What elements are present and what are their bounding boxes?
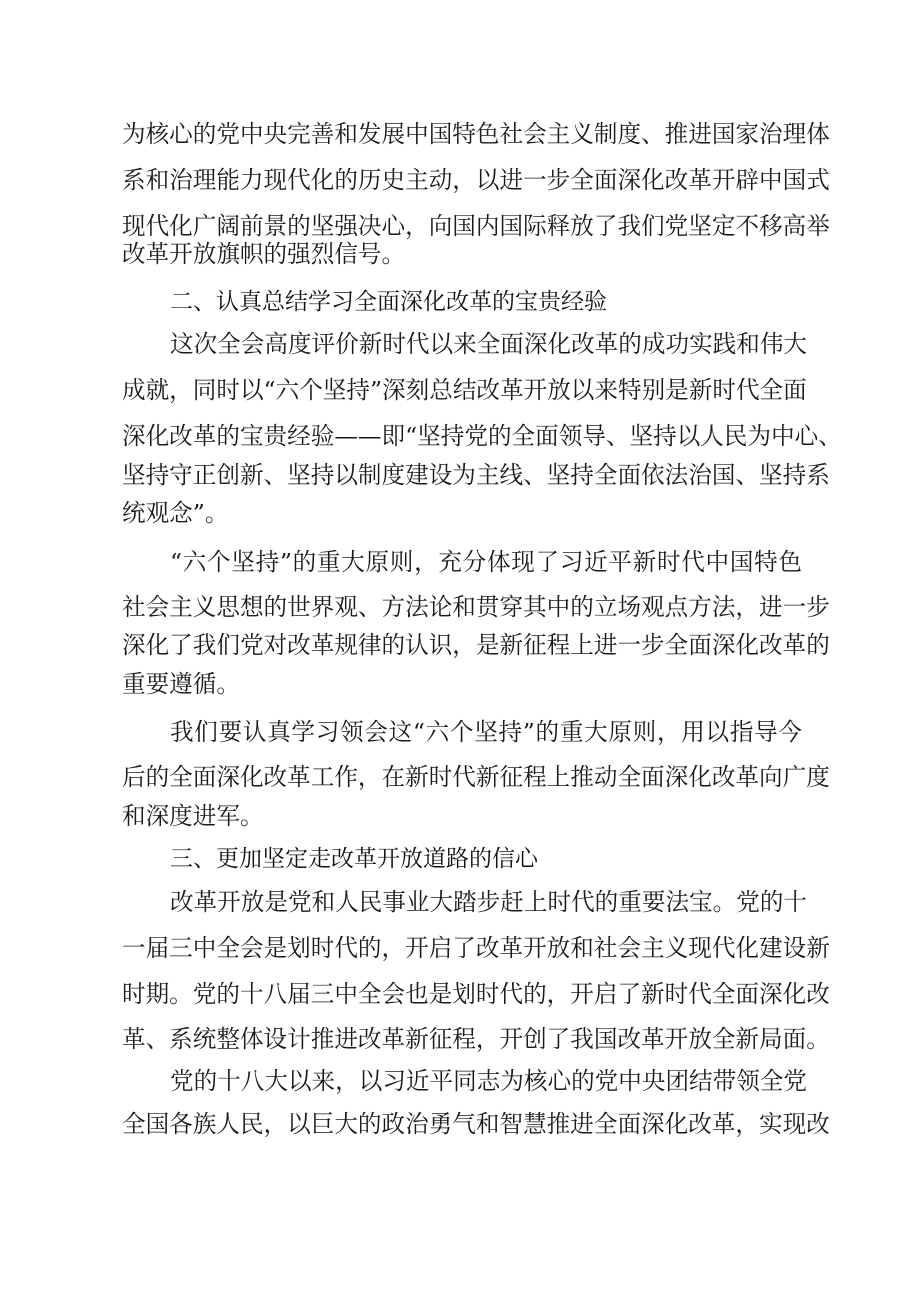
paragraph-line: “六个坚持”的重大原则，充分体现了习近平新时代中国特色 xyxy=(170,548,802,576)
paragraph-line: 深化改革的宝贵经验——即“坚持党的全面领导、坚持以人民为中心、 xyxy=(122,422,842,450)
paragraph-line: 现代化广阔前景的坚强决心，向国内国际释放了我们党坚定不移高举 xyxy=(122,212,830,240)
paragraph-line: 党的十八大以来，以习近平同志为核心的党中央团结带领全党 xyxy=(170,1067,808,1095)
paragraph-line: 我们要认真学习领会这“六个坚持”的重大原则，用以指导今 xyxy=(170,718,802,746)
paragraph-line: 成就，同时以“六个坚持”深刻总结改革开放以来特别是新时代全面 xyxy=(122,376,807,404)
paragraph-line: 统观念”。 xyxy=(122,499,229,527)
paragraph-line: 全国各族人民，以巨大的政治勇气和智慧推进全面深化改革，实现改 xyxy=(122,1110,830,1138)
paragraph-line: 和深度进军。 xyxy=(122,802,264,830)
paragraph-line: 后的全面深化改革工作，在新时代新征程上推动全面深化改革向广度 xyxy=(122,763,830,791)
paragraph-line: 重要遵循。 xyxy=(122,670,240,698)
paragraph-line: 时期。党的十八届三中全会也是划时代的，开启了新时代全面深化改 xyxy=(122,980,830,1008)
paragraph-line: 一届三中全会是划时代的，开启了改革开放和社会主义现代化建设新 xyxy=(122,934,830,962)
paragraph-line: 深化了我们党对改革规律的认识，是新征程上进一步全面深化改革的 xyxy=(122,631,830,659)
section-heading-3: 三、更加坚定走改革开放道路的信心 xyxy=(170,846,538,872)
paragraph-line: 为核心的党中央完善和发展中国特色社会主义制度、推进国家治理体 xyxy=(122,120,830,148)
paragraph-line: 改革开放旗帜的强烈信号。 xyxy=(122,240,406,268)
paragraph-line: 改革开放是党和人民事业大踏步赶上时代的重要法宝。党的十 xyxy=(170,888,808,916)
paragraph-line: 社会主义思想的世界观、方法论和贯穿其中的立场观点方法，进一步 xyxy=(122,593,830,621)
paragraph-line: 系和治理能力现代化的历史主动，以进一步全面深化改革开辟中国式 xyxy=(122,166,830,194)
paragraph-line: 革、系统整体设计推进改革新征程，开创了我国改革开放全新局面。 xyxy=(122,1025,830,1053)
section-heading-2: 二、认真总结学习全面深化改革的宝贵经验 xyxy=(170,289,607,315)
paragraph-line: 坚持守正创新、坚持以制度建设为主线、坚持全面依法治国、坚持系 xyxy=(122,461,830,489)
paragraph-line: 这次全会高度评价新时代以来全面深化改革的成功实践和伟大 xyxy=(170,330,808,358)
